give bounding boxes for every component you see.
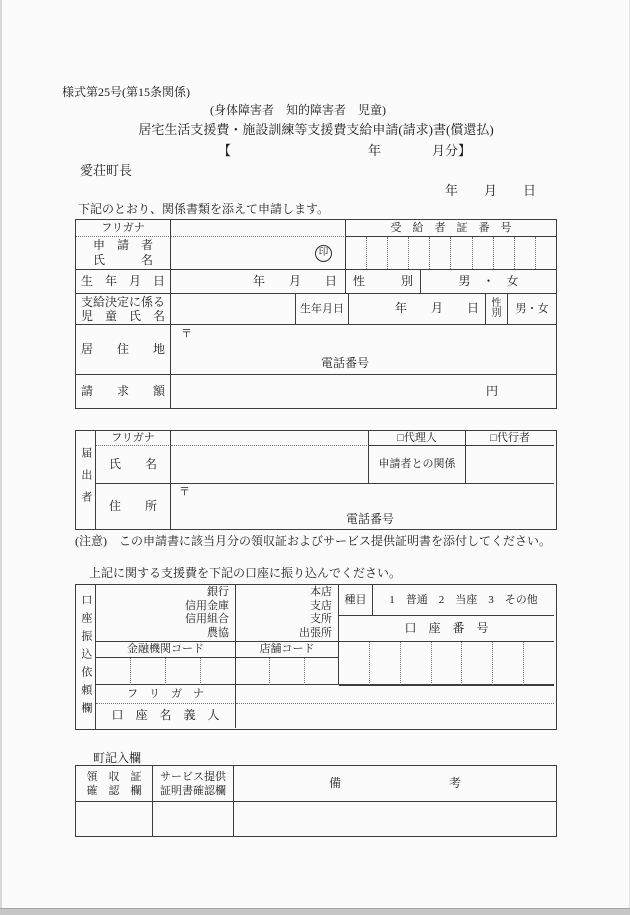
child-name-label-line1: 支給決定に係る [80, 295, 165, 309]
holder-label: 口 座 名 義 人 [96, 704, 236, 728]
account-number-cells [339, 642, 554, 686]
transfer-table [75, 584, 557, 730]
relation-input-area [466, 446, 554, 484]
child-birthdate-label: 生年月日 [296, 294, 349, 325]
seal-icon: 印 [315, 245, 332, 262]
proxy-checkbox: □代行者 [466, 431, 554, 446]
period-open-bracket: 【 [218, 143, 232, 158]
digit-cell [515, 237, 536, 269]
notifier-name-label: 氏 名 [96, 446, 171, 484]
page-edge-bottom [0, 908, 630, 915]
receipt-check-label-line2: 確 認 欄 [86, 784, 142, 797]
service-cert-label-line1: サービス提供 [160, 770, 226, 783]
digit-cell [388, 237, 409, 269]
remarks-input-area [234, 802, 556, 836]
applicant-name-input-area [171, 237, 346, 270]
applicant-name-label-line1: 申 請 者 [92, 238, 153, 252]
receipt-check-label-line1: 領 収 証 [86, 770, 142, 783]
bank-type-kumiai: 信用組合 [185, 613, 229, 625]
branch-type-cell [236, 585, 339, 642]
addressee: 愛荘町長 [80, 163, 133, 178]
bank-type-bank: 銀行 [207, 586, 229, 598]
holder-input-area [236, 704, 554, 728]
child-birthdate-input-area: 年 月 日 [349, 294, 486, 325]
notifier-phone-label: 電話番号 [346, 512, 395, 527]
applicant-table [75, 219, 557, 409]
notifier-address-label: 住 所 [96, 484, 171, 529]
bank-code-header: 金融機関コード [96, 642, 236, 658]
notifier-side-label: 届出者 [76, 431, 96, 529]
digit-cell [346, 237, 367, 269]
notifier-postal-mark: 〒 [179, 486, 190, 498]
amount-label: 請 求 額 [76, 375, 171, 408]
account-number-header: 口 座 番 号 [404, 620, 489, 635]
page-edge-left [0, 0, 2, 915]
bank-type-nokyo: 農協 [207, 626, 229, 639]
digit-cell [401, 642, 432, 685]
child-name-input-area [171, 294, 296, 325]
form-subtitle: (身体障害者 知的障害者 児童) [210, 103, 386, 117]
digit-cell [462, 642, 493, 685]
digit-cell [270, 658, 304, 685]
form-number: 様式第25号(第15条関係) [62, 85, 190, 99]
period-year-label: 年 [368, 143, 382, 158]
transfer-intro: 上記に関する支援費を下記の口座に振り込んでください。 [89, 566, 402, 580]
branch-code-header: 店舗コード [236, 642, 338, 658]
address-input-area [171, 325, 556, 375]
notifier-name-input-area [171, 446, 369, 484]
digit-cell [201, 658, 235, 685]
digit-cell [473, 237, 494, 269]
service-cert-label-line2: 証明書確認欄 [160, 784, 226, 797]
digit-cell [536, 237, 556, 269]
date-line: 年 月 日 [445, 183, 537, 198]
notifier-address-input-area [171, 484, 554, 529]
sex-options: 男 ・ 女 [421, 270, 556, 294]
child-sex-options: 男・女 [508, 294, 556, 325]
child-sex-label: 性別 [486, 294, 508, 325]
bank-code-cells [96, 658, 236, 685]
branch-code-cells [236, 658, 338, 685]
digit-cell [524, 642, 554, 685]
holder-furigana-input-area [236, 685, 554, 704]
branch-type-shiten: 支店 [310, 599, 332, 612]
town-table [75, 765, 557, 837]
digit-cell [339, 642, 370, 685]
branch-type-shisho: 支所 [310, 613, 332, 625]
digit-cell [451, 237, 472, 269]
account-type-options: 1 普通 2 当座 3 その他 [389, 593, 538, 606]
intro-sentence: 下記のとおり、関係書類を添えて申請します。 [78, 202, 330, 216]
transfer-side-label: 口座振込依頼欄 [76, 585, 96, 729]
recipient-number-header: 受 給 者 証 番 号 [346, 220, 556, 237]
receipt-check-input-area [76, 802, 153, 836]
digit-cell [409, 237, 430, 269]
digit-cell [493, 642, 524, 685]
yen-unit: 円 [485, 383, 498, 398]
notifier-furigana-input-area [171, 431, 369, 446]
furigana-label: フリガナ [76, 220, 171, 237]
agent-checkbox: □代理人 [369, 431, 466, 446]
recipient-number-cells [346, 237, 556, 270]
town-section-title: 町記入欄 [93, 751, 142, 765]
remarks-header: 備 考 [234, 766, 556, 802]
notifier-furigana-label: フリガナ [96, 431, 171, 446]
birthdate-input-area: 年 月 日 [171, 270, 346, 294]
digit-cell [494, 237, 515, 269]
digit-cell [166, 658, 201, 685]
phone-label: 電話番号 [321, 356, 370, 371]
address-label: 居 住 地 [76, 325, 171, 375]
note-sentence: (注意) この申請書に該当月分の領収証およびサービス提供証明書を添付してください。 [75, 534, 551, 548]
bank-type-cell [96, 585, 236, 642]
amount-input-area [171, 375, 556, 408]
digit-cell [367, 237, 388, 269]
relation-label: 申請者との関係 [369, 446, 466, 484]
child-name-label-line2: 児 童 氏 名 [80, 309, 165, 323]
digit-cell [236, 658, 270, 685]
digit-cell [432, 642, 463, 685]
holder-furigana-label: フ リ ガ ナ [96, 685, 236, 704]
digit-cell [305, 658, 338, 685]
account-type-label: 種目 [339, 585, 373, 615]
furigana-input-area [171, 220, 346, 237]
period-month-label: 月分】 [432, 143, 472, 158]
branch-type-honten: 本店 [310, 586, 332, 598]
period-line [0, 140, 630, 156]
digit-cell [370, 642, 401, 685]
branch-type-shutchojo: 出張所 [299, 626, 332, 639]
sex-label: 性 別 [346, 270, 421, 294]
bank-type-shinkin: 信用金庫 [185, 599, 229, 612]
notifier-table [75, 430, 557, 530]
postal-mark: 〒 [181, 328, 192, 340]
service-cert-input-area [153, 802, 234, 836]
digit-cell [131, 658, 166, 685]
digit-cell [430, 237, 451, 269]
applicant-name-label-line2: 氏 名 [92, 253, 153, 267]
form-title: 居宅生活支援費・施設訓練等支援費支給申請(請求)書(償還払) [138, 122, 494, 137]
digit-cell [96, 658, 131, 685]
birthdate-label: 生 年 月 日 [76, 270, 171, 294]
